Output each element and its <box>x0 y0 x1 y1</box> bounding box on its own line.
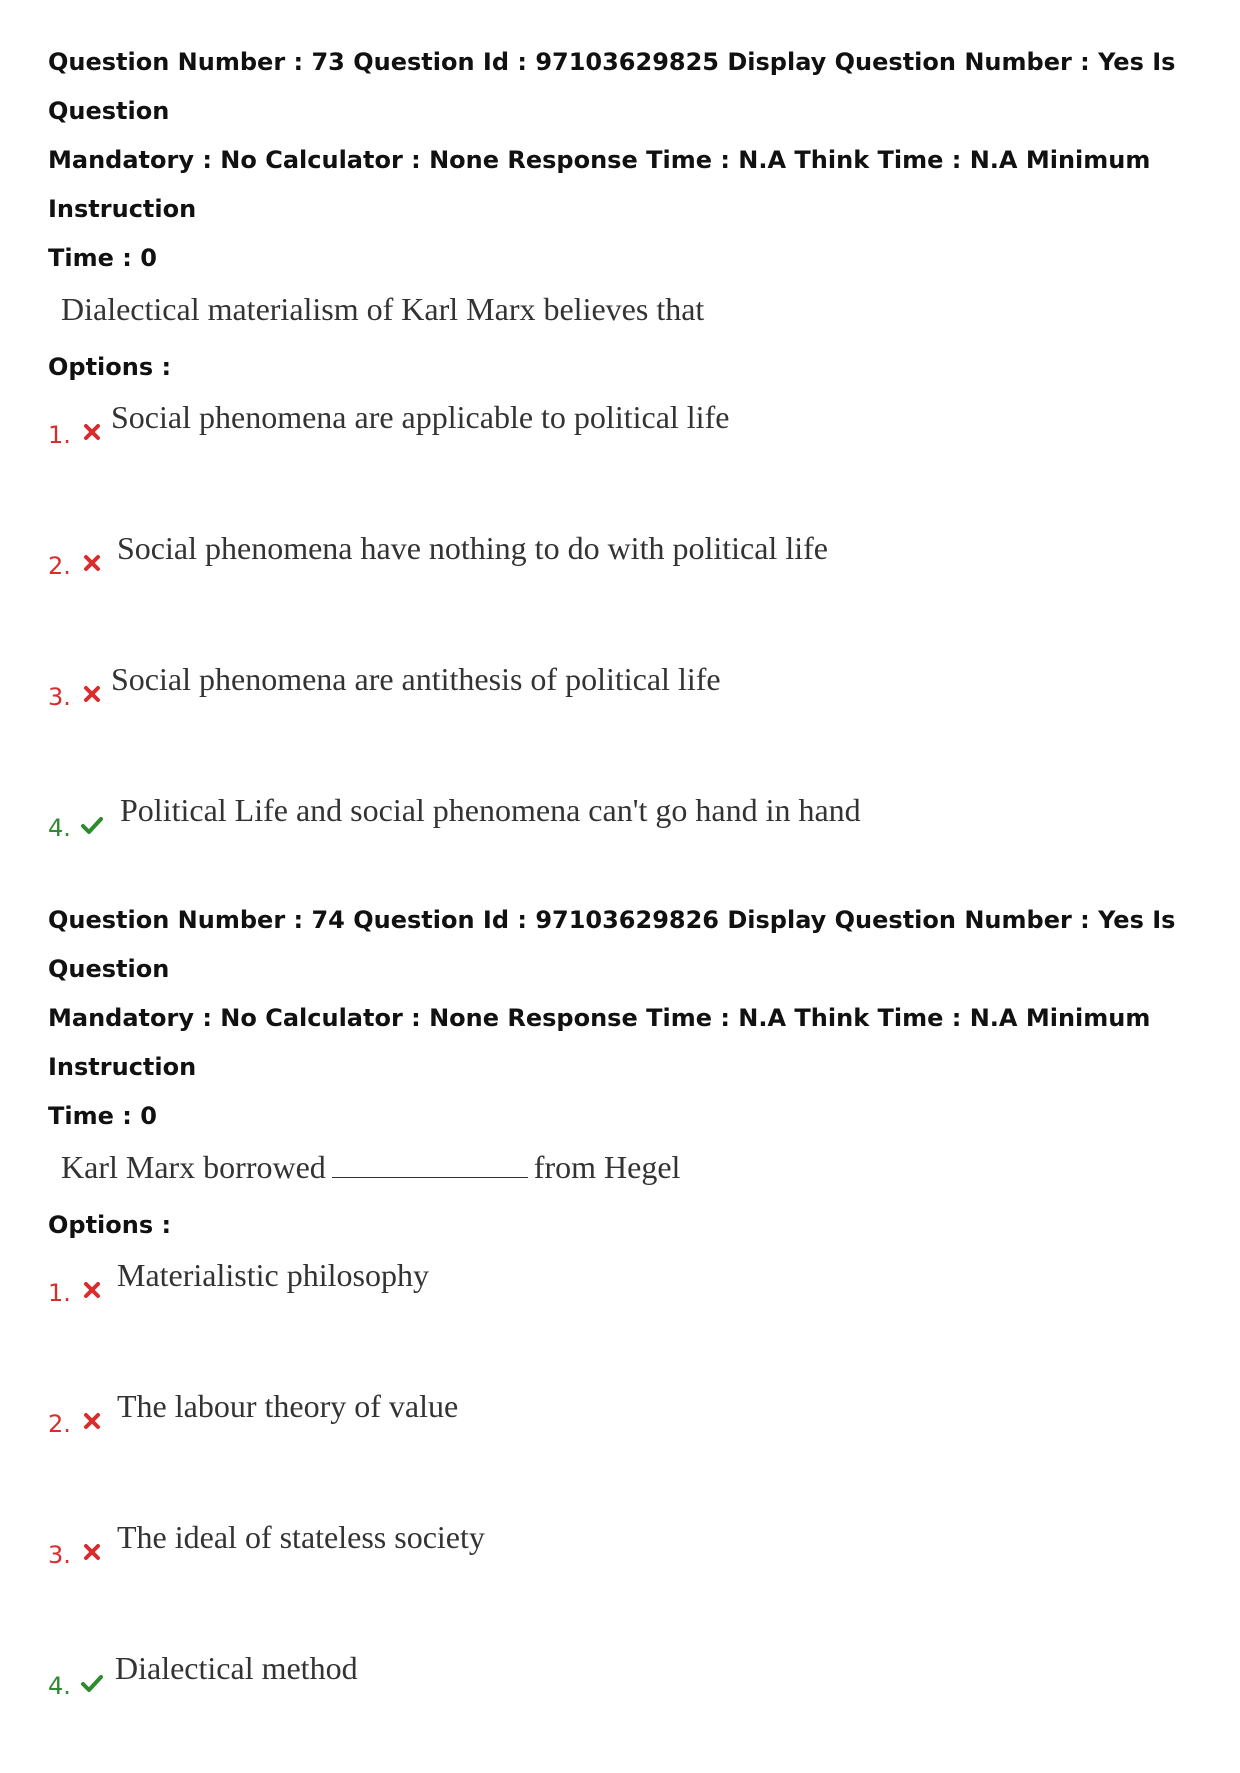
option-number: 3. <box>48 1541 71 1569</box>
options-label: Options : <box>48 1211 172 1239</box>
question-block-73 <box>48 38 1208 915</box>
option-text: Political Life and social phenomena can't go hand in hand <box>120 792 861 828</box>
option-item <box>48 1511 1208 1642</box>
question-stem-after: from Hegel <box>533 1149 681 1185</box>
checkmark-icon <box>78 811 106 839</box>
option-text: The labour theory of value <box>117 1388 459 1424</box>
option-item <box>48 653 1208 784</box>
question-stem-before: Karl Marx borrowed <box>61 1149 326 1185</box>
options-label: Options : <box>48 353 172 381</box>
question-stem <box>61 1147 1208 1205</box>
option-text: Social phenomena are antithesis of political life <box>111 661 721 697</box>
option-number: 4. <box>48 1672 71 1700</box>
question-meta-line: Question Number : 74 Question Id : 97103629826 Display Question Number : Yes Is Question <box>48 906 1176 983</box>
option-number: 2. <box>48 552 71 580</box>
cross-icon <box>78 418 106 446</box>
cross-icon <box>78 1407 106 1435</box>
checkmark-icon <box>78 1669 106 1697</box>
option-item <box>48 1249 1208 1380</box>
cross-icon <box>78 1538 106 1566</box>
option-text: The ideal of stateless society <box>117 1519 485 1555</box>
option-number: 3. <box>48 683 71 711</box>
question-meta-line: Time : 0 <box>48 244 157 272</box>
question-stem: Dialectical materialism of Karl Marx believes that <box>61 291 705 327</box>
option-number: 2. <box>48 1410 71 1438</box>
question-meta-line: Mandatory : No Calculator : None Response Time : N.A Think Time : N.A Minimum Instruction <box>48 1004 1151 1081</box>
cross-icon <box>78 549 106 577</box>
question-meta-line: Question Number : 73 Question Id : 97103629825 Display Question Number : Yes Is Question <box>48 48 1176 125</box>
option-item <box>48 391 1208 522</box>
cross-icon <box>78 1276 106 1304</box>
option-text: Materialistic philosophy <box>117 1257 429 1293</box>
option-number: 1. <box>48 421 71 449</box>
question-meta-line: Time : 0 <box>48 1102 157 1130</box>
question-block-74 <box>48 896 1208 1773</box>
fill-in-blank <box>332 1147 528 1178</box>
option-text: Dialectical method <box>115 1650 358 1686</box>
option-number: 1. <box>48 1279 71 1307</box>
option-text: Social phenomena are applicable to political life <box>111 399 730 435</box>
question-meta-line: Mandatory : No Calculator : None Response Time : N.A Think Time : N.A Minimum Instruction <box>48 146 1151 223</box>
option-text: Social phenomena have nothing to do with political life <box>117 530 828 566</box>
option-item <box>48 522 1208 653</box>
cross-icon <box>78 680 106 708</box>
option-item <box>48 1642 1208 1773</box>
option-item <box>48 1380 1208 1511</box>
option-number: 4. <box>48 814 71 842</box>
